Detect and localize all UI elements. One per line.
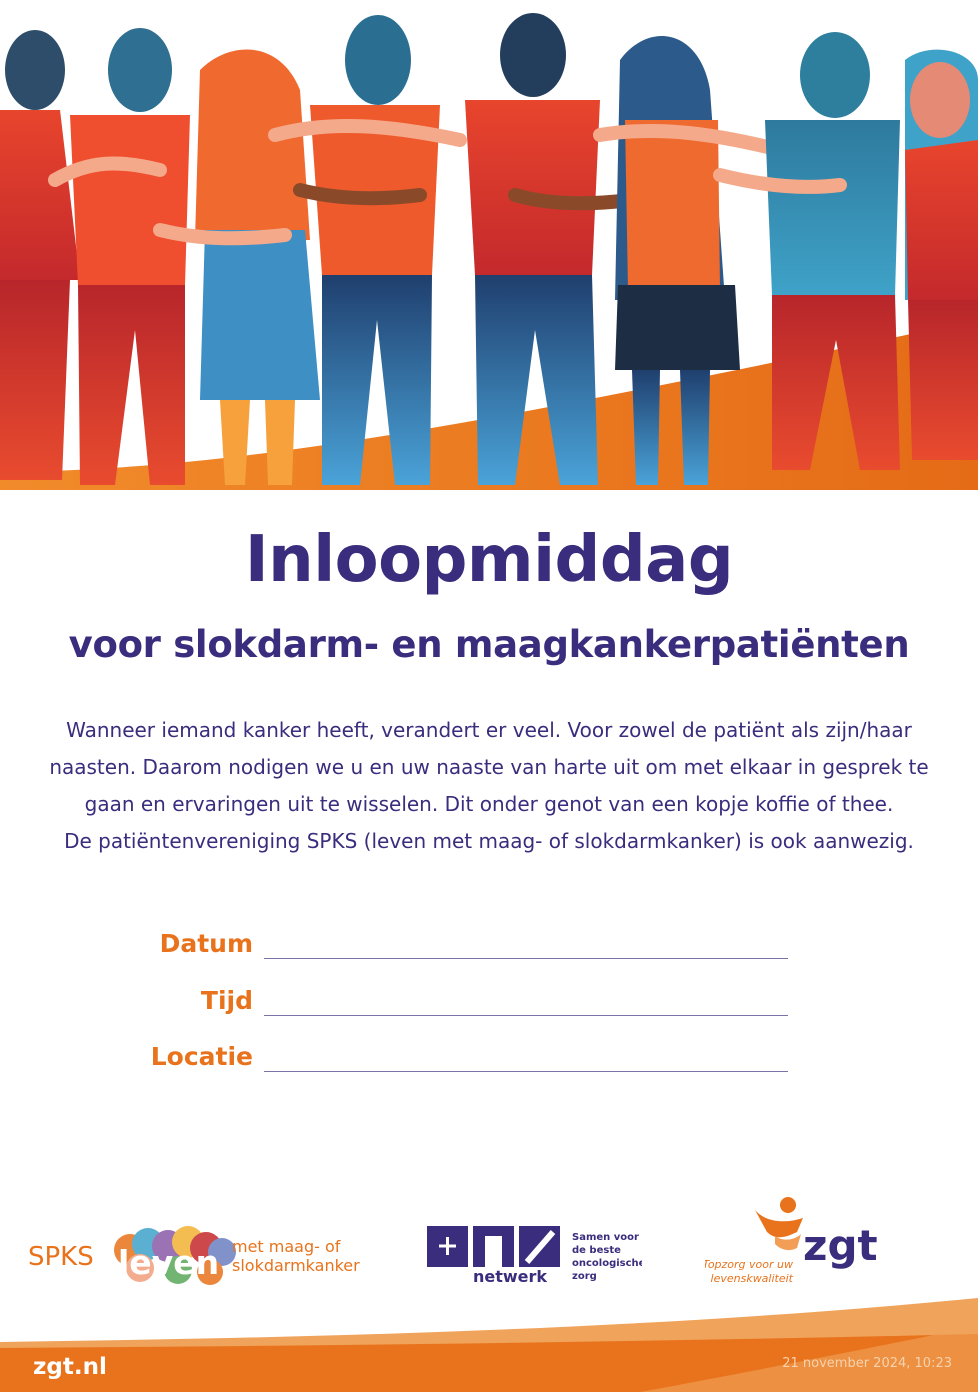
- spks-text: SPKS: [28, 1242, 94, 1272]
- zgt-word: zgt: [803, 1221, 878, 1270]
- spks-logo: [28, 1222, 373, 1292]
- body-text: [40, 712, 938, 860]
- leven-text: leven: [118, 1243, 220, 1282]
- tijd-line: [264, 1015, 788, 1016]
- spks-tagline-1: met maag- of: [232, 1237, 341, 1256]
- zgt-tag-1: Topzorg voor uw: [705, 1258, 793, 1271]
- form-row-datum: [0, 925, 978, 965]
- onz-word: netwerk: [473, 1267, 548, 1286]
- form-row-tijd: [0, 982, 978, 1022]
- spks-tagline-2: slokdarmkanker: [232, 1256, 360, 1275]
- footer-url: zgt.nl: [33, 1354, 107, 1380]
- body-line: De patiëntenvereniging SPKS (leven met maag- of slokdarmkanker) is ook aanwezig.: [64, 829, 914, 853]
- zgt-tag-2: levenskwaliteit: [710, 1272, 793, 1285]
- person-figure: [905, 50, 978, 460]
- zgt-logo: [705, 1192, 890, 1292]
- page-title: Inloopmiddag: [244, 523, 734, 597]
- onz-tag-3: oncologische: [572, 1258, 642, 1269]
- body-line: Wanneer iemand kanker heeft, verandert er veel. Voor zowel de patiënt als zijn/haar: [66, 718, 912, 742]
- footer-timestamp: 21 november 2024, 10:23: [782, 1356, 952, 1371]
- hero-illustration: [0, 0, 978, 490]
- locatie-label: Locatie: [150, 1042, 253, 1071]
- locatie-line: [264, 1071, 788, 1072]
- onz-netwerk-logo: [427, 1222, 642, 1292]
- datum-label: Datum: [159, 929, 253, 958]
- onz-tag-1: Samen voor: [572, 1232, 639, 1243]
- page-subtitle: voor slokdarm- en maagkankerpatiënten: [68, 623, 910, 666]
- footer-band: [0, 1290, 978, 1392]
- tijd-label: Tijd: [200, 986, 253, 1015]
- onz-tag-2: de beste: [572, 1245, 621, 1256]
- body-line: gaan en ervaringen uit te wisselen. Dit onder genot van een kopje koffie of thee.: [84, 792, 894, 816]
- person-figure: [0, 30, 80, 480]
- body-line: naasten. Daarom nodigen we u en uw naaste van harte uit om met elkaar in gesprek te: [49, 755, 929, 779]
- datum-line: [264, 958, 788, 959]
- onz-tag-4: zorg: [572, 1271, 597, 1282]
- form-row-locatie: [0, 1038, 978, 1078]
